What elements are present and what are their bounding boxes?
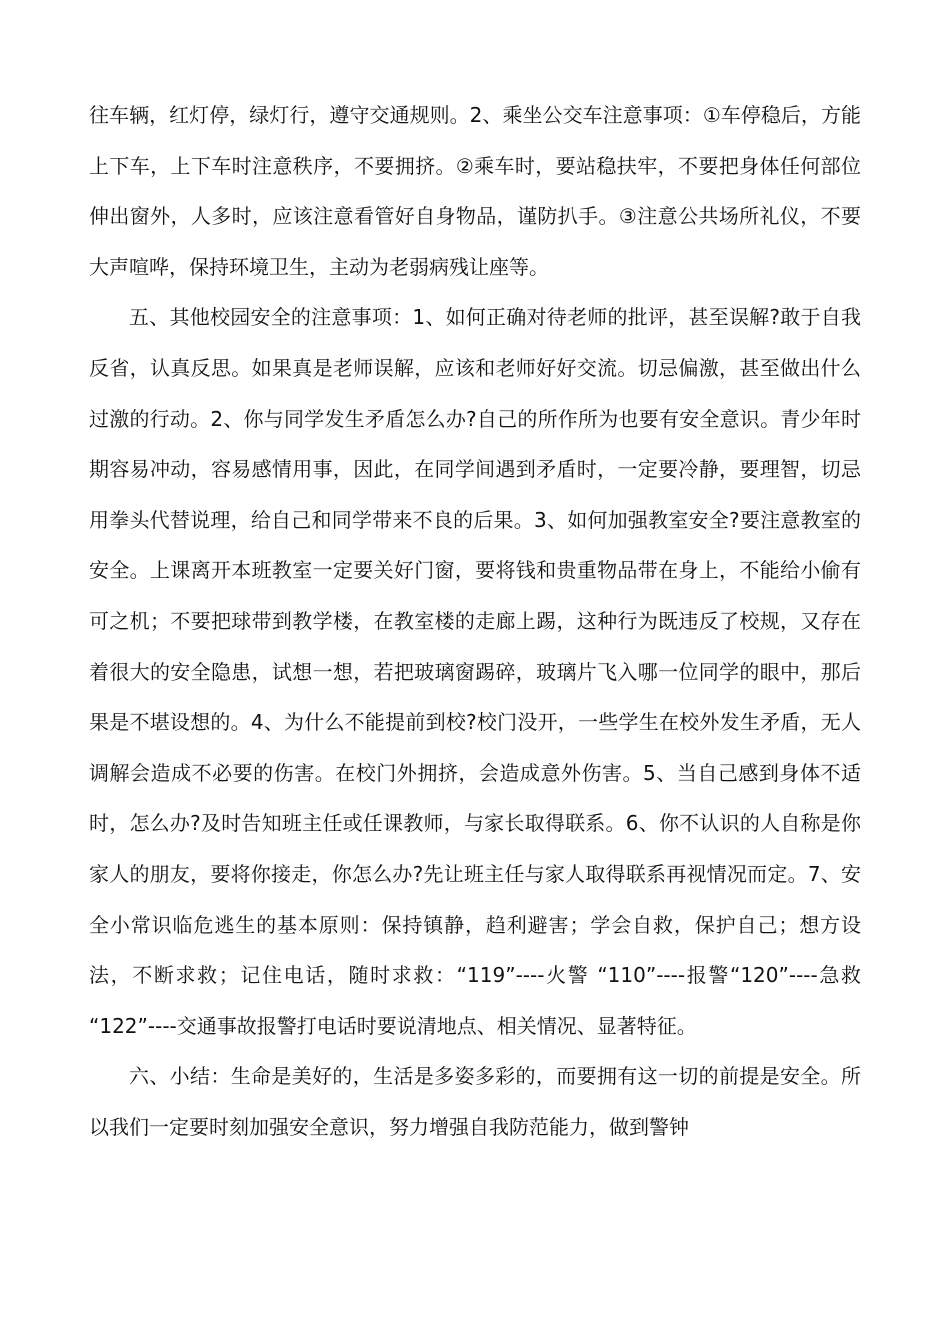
paragraph-traffic-safety: 往车辆，红灯停，绿灯行，遵守交通规则。2、乘坐公交车注意事项：①车停稳后，方能上下车，上下车时注意秩序，不要拥挤。②乘车时，要站稳扶牢，不要把身体任何部位伸出窗外，人多时，应该注意看管好自身物品，谨防扒手。③注意公共场所礼仪，不要大声喧哗，保持环境卫生，主动为老弱病残让座等。 <box>89 103 861 279</box>
document-body <box>89 90 861 1152</box>
paragraph-summary: 六、小结：生命是美好的，生活是多姿多彩的，而要拥有这一切的前提是安全。所以我们一定要时刻加强安全意识，努力增强自我防范能力，做到警钟 <box>89 1064 861 1139</box>
paragraph-campus-safety: 五、其他校园安全的注意事项：1、如何正确对待老师的批评，甚至误解?敢于自我反省，认真反思。如果真是老师误解，应该和老师好好交流。切忌偏激，甚至做出什么过激的行动。2、你与同学发生矛盾怎么办?自己的所作所为也要有安全意识。青少年时期容易冲动，容易感情用事，因此，在同学间遇到矛盾时，一定要冷静，要理智，切忌用拳头代替说理，给自己和同学带来不良的后果。3、如何加强教室安全?要注意教室的安全。上课离开本班教室一定要关好门窗，要将钱和贵重物品带在身上，不能给小偷有可之机；不要把球带到教学楼，在教室楼的走廊上踢，这种行为既违反了校规，又存在着很大的安全隐患，试想一想，若把玻璃窗踢碎，玻璃片飞入哪一位同学的眼中，那后果是不堪设想的。4、为什么不能提前到校?校门没开，一些学生在校外发生矛盾，无人调解会造成不必要的伤害。在校门外拥挤，会造成意外伤害。5、当自己感到身体不适时，怎么办?及时告知班主任或任课教师，与家长取得联系。6、你不认识的人自称是你家人的朋友，要将你接走，你怎么办?先让班主任与家人取得联系再视情况而定。7、安全小常识临危逃生的基本原则：保持镇静，趋利避害；学会自救，保护自己；想方设法，不断求救；记住电话，随时求救：“119”----火警 “110”----报警“120”----急救 “122”----交通事故报警打电话时要说清地点、相关情况、显著特征。 <box>89 305 861 1038</box>
